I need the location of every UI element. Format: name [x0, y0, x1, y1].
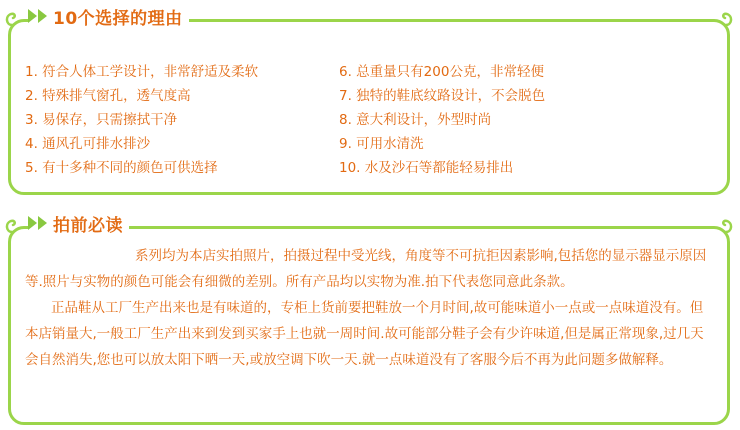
- hook-icon: [717, 8, 735, 26]
- notice-body: [25, 243, 713, 373]
- reasons-header: [28, 6, 189, 29]
- notice-panel: [8, 226, 730, 425]
- double-triangle-right-icon: [28, 216, 47, 230]
- notice-paragraph-photos: 系列均为本店实拍照片，拍摄过程中受光线，角度等不可抗拒因素影响,包括您的显示器显示原因等.照片与实物的颜色可能会有细微的差别。所有产品均以实物为准.拍下代表您同意此条款。: [25, 248, 707, 290]
- hook-icon: [3, 215, 21, 233]
- reason-item: 5. 有十多种不同的颜色可供选择: [25, 160, 218, 176]
- reason-item: 4. 通风孔可排水排沙: [25, 136, 151, 152]
- reason-item: 6. 总重量只有200公克，非常轻便: [339, 64, 544, 80]
- hook-icon: [717, 215, 735, 233]
- reasons-list: [25, 60, 715, 180]
- double-triangle-right-icon: [28, 9, 47, 23]
- notice-header: [28, 213, 129, 236]
- hook-icon: [3, 8, 21, 26]
- reason-item: 1. 符合人体工学设计，非常舒适及柔软: [25, 64, 259, 80]
- reasons-column-left: [25, 60, 339, 180]
- notice-title: 拍前必读: [53, 215, 123, 236]
- reason-item: 8. 意大利设计，外型时尚: [339, 112, 492, 128]
- reasons-panel: [8, 19, 730, 195]
- reason-item: 7. 独特的鞋底纹路设计，不会脱色: [339, 88, 546, 104]
- reasons-title: 10个选择的理由: [53, 8, 183, 29]
- reasons-column-right: [339, 60, 699, 180]
- reason-item: 9. 可用水清洗: [339, 136, 424, 152]
- reason-item: 3. 易保存，只需擦拭干净: [25, 112, 178, 128]
- reason-item: 2. 特殊排气窗孔，透气度高: [25, 88, 191, 104]
- notice-paragraph-odor: 正品鞋从工厂生产出来也是有味道的，专柜上货前要把鞋放一个月时间,故可能味道小一点或一点味道没有。但本店销量大,一般工厂生产出来到发到买家手上也就一周时间.故可能部分鞋子会有少许味道,但是属正常现象,过几天会自然消失,您也可以放太阳下晒一天,或放空调下吹一天.就一点味道没有了客服今后不再为此问题多做解释。: [25, 300, 704, 368]
- reason-item: 10. 水及沙石等都能轻易排出: [339, 160, 514, 176]
